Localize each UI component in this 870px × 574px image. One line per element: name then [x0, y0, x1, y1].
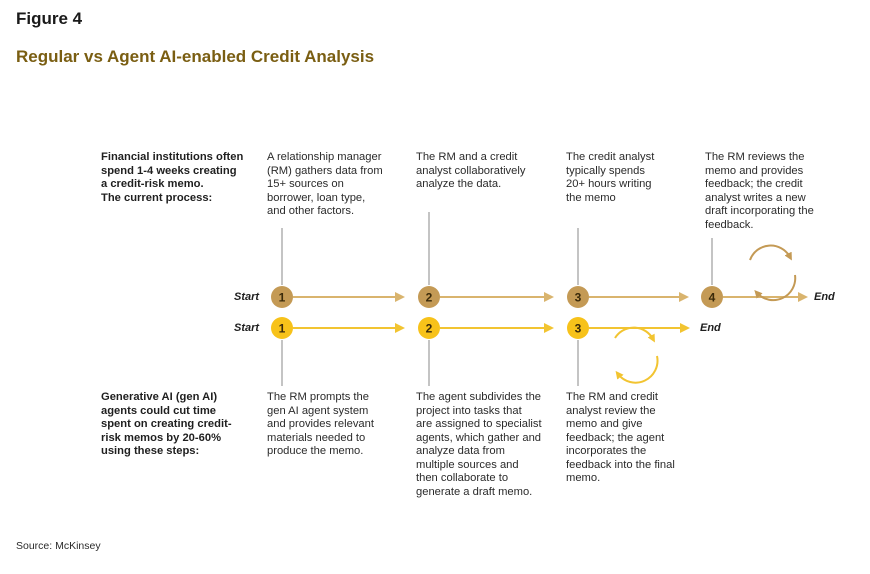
step-text-line: analyze data from	[416, 445, 505, 457]
figure-label: Figure 4	[16, 9, 83, 28]
step-text-line: analyst review the	[566, 404, 656, 417]
current-node-1-number: 1	[278, 290, 286, 305]
figure-title: Regular vs Agent AI-enabled Credit Analysis	[16, 47, 375, 66]
current-node-3	[567, 286, 589, 308]
genai-feedback-cycle-icon	[615, 328, 658, 383]
current-node-1	[271, 286, 293, 308]
step-text-line: The credit analyst	[566, 151, 655, 163]
step-text-line: 15+ sources on	[267, 178, 344, 190]
genai-node-2-number: 2	[425, 321, 433, 336]
step-text-line: agents, which gather and	[416, 431, 542, 444]
step-text-line: and provides relevant	[267, 418, 374, 430]
genai-intro-line: risk memos by 20-60%	[101, 431, 222, 444]
step-text-line: produce the memo.	[267, 445, 364, 457]
current-node-2-number: 2	[425, 290, 433, 305]
current-node-3-number: 3	[574, 290, 582, 305]
step-text-line: analyst writes a new	[705, 191, 806, 204]
genai-start-label: Start	[234, 322, 260, 334]
step-text-line: the memo	[566, 191, 616, 204]
current-node-4	[701, 286, 723, 308]
current-node-4-number: 4	[708, 290, 716, 305]
step-text-line: then collaborate to	[416, 472, 509, 484]
step-text-line: memo.	[566, 472, 601, 484]
step-text-line: analyze the data.	[416, 178, 502, 190]
genai-node-3	[567, 317, 589, 339]
step-text-line: The RM reviews the	[705, 151, 805, 163]
genai-node-1-number: 1	[278, 321, 286, 336]
step-text-line: gen AI agent system	[267, 404, 369, 417]
step-text-line: typically spends	[566, 164, 645, 177]
current-feedback-cycle-icon	[750, 246, 795, 301]
current-intro-line: The current process:	[101, 191, 213, 204]
genai-intro-line: Generative AI (gen AI)	[101, 391, 218, 403]
step-text-line: memo and give	[566, 418, 643, 430]
genai-node-2	[418, 317, 440, 339]
current-intro-line: Financial institutions often	[101, 151, 244, 163]
step-text-line: The agent subdivides the	[416, 391, 542, 403]
step-text-line: generate a draft memo.	[416, 485, 533, 498]
step-text-line: draft incorporating the	[705, 205, 814, 217]
step-text-line: memo and provides	[705, 164, 804, 177]
current-end-label: End	[814, 291, 835, 303]
step-text-line: are assigned to specialist	[416, 418, 542, 430]
step-text-line: The RM and credit	[566, 391, 659, 403]
step-text-line: A relationship manager	[267, 151, 382, 163]
current-intro-line: spend 1-4 weeks creating	[101, 164, 237, 177]
step-text-line: (RM) gathers data from	[267, 164, 383, 177]
genai-node-3-number: 3	[574, 321, 582, 336]
step-text-line: incorporates the	[566, 445, 647, 457]
step-text-line: The RM and a credit	[416, 151, 518, 163]
step-text-line: feedback; the agent	[566, 431, 665, 444]
step-text-line: borrower, loan type,	[267, 191, 366, 204]
genai-intro-line: spent on creating credit-	[101, 418, 232, 430]
step-text-line: The RM prompts the	[267, 391, 369, 403]
step-text-line: feedback.	[705, 218, 754, 231]
step-text-line: feedback into the final	[566, 458, 675, 471]
step-text-line: 20+ hours writing	[566, 178, 652, 190]
current-start-label: Start	[234, 291, 260, 303]
step-text-line: materials needed to	[267, 431, 366, 444]
step-text-line: multiple sources and	[416, 458, 519, 471]
step-text-line: and other factors.	[267, 205, 355, 217]
step-text-line: project into tasks that	[416, 404, 522, 417]
source-note: Source: McKinsey	[16, 540, 101, 552]
step-text-line: feedback; the credit	[705, 178, 803, 190]
current-intro-line: a credit-risk memo.	[101, 178, 204, 190]
genai-end-label: End	[700, 322, 721, 334]
current-node-2	[418, 286, 440, 308]
genai-intro-line: agents could cut time	[101, 404, 216, 417]
step-text-line: analyst collaboratively	[416, 164, 526, 177]
genai-intro-line: using these steps:	[101, 445, 200, 457]
genai-node-1	[271, 317, 293, 339]
